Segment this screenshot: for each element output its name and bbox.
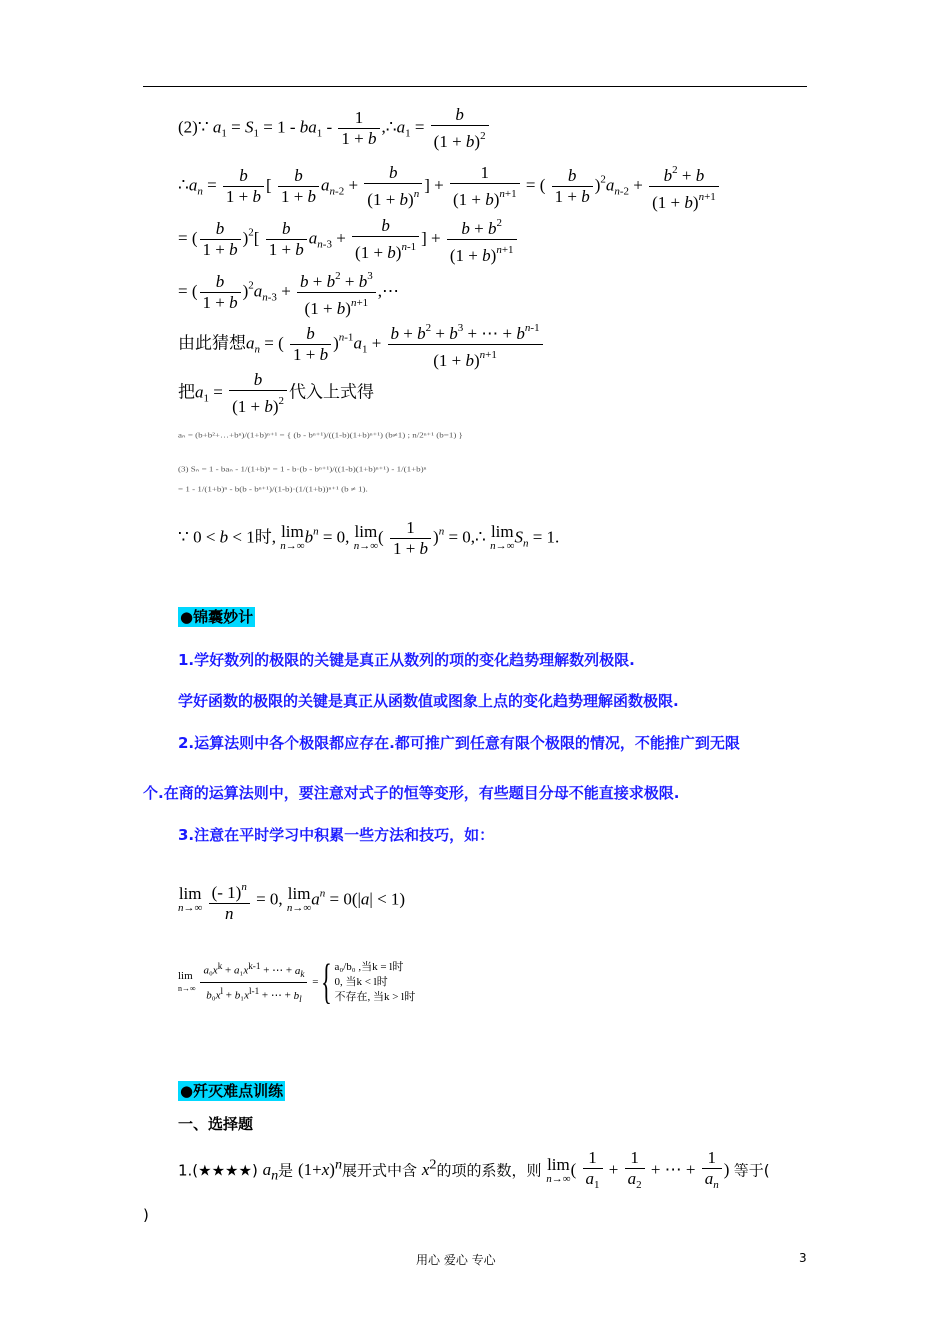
limit-when: 时, bbox=[254, 527, 276, 547]
page-number: 3 bbox=[799, 1251, 807, 1265]
equation-step2: = ( $\frac{b}{1 + b}$ )$^2$[ $\frac{b}{1 + b}$ $a_{n-3}$ + $\frac{b}{(1 + b)^{n-1}}$ ] + $\frac{b + b^2}{(1 + b)^{n+1}}$ bbox=[178, 213, 519, 266]
case-equal: a₀/b₀ ,当k = l时 bbox=[334, 960, 404, 973]
footer-slogan: 用心 爱心 专心 bbox=[416, 1253, 496, 1267]
formula-basic-limits: lim n→∞ $\frac{(- 1)^n}{n}$ = 0, lim n→∞ $a^n = 0(|a| < 1)$ bbox=[178, 877, 405, 924]
blurry-equation-sn-simplified: = 1 - 1/(1+b)ⁿ - b(b - bⁿ⁺¹)/(1-b)·(1/(1+b))ⁿ⁺¹ (b ≠ 1). bbox=[178, 485, 368, 494]
equation-limit: ∵ 0 < b < 1时, lim n→∞ $b^n = 0$, lim n→∞ ( $\frac{1}{1 + b}$ )$^n$ = 0,∴ lim n→∞ $S_n = 1$. bbox=[178, 518, 560, 558]
equation-substitute: 把$a_1$ = $\frac{b}{(1 + b)^2}$ 代入上式得 bbox=[178, 370, 375, 416]
case-less: 0, 当k < l时 bbox=[334, 975, 388, 988]
substitute-suffix: 代入上式得 bbox=[289, 382, 375, 402]
substitute-label: 把 bbox=[178, 382, 195, 402]
part-title-choice: 一、选择题 bbox=[178, 1115, 254, 1133]
equation-an-recursion: $\therefore a_n$ = $\frac{b}{1 + b}$ [ $\frac{b}{1 + b}$ $a_{n-2}$ + $\frac{b}{(1 + b)^n}$ ] + $\frac{1}{(1 + b)^{n+1}}$ = ( $\frac{b}{1 + b}$ )$^2a_{n-2}$ + $\frac{b^2 + b}{(1 + b)^{n+1}}$ bbox=[178, 160, 721, 213]
question-1: 1.(★★★★) $a_n$是 $(1+x)^n$展开式中含 $x^2$的项的系数，则 lim n→∞ ( $\frac{1}{a_1}$ + $\frac{1}{a_2}$ + ⋯ + $\frac{1}{a_n}$ ) 等于( bbox=[178, 1148, 770, 1191]
guess-label: 由此猜想 bbox=[178, 333, 246, 353]
q1-text-1: 是 bbox=[278, 1161, 294, 1180]
header-rule bbox=[143, 86, 807, 87]
tip-1b: 学好函数的极限的关键是真正从函数值或图象上点的变化趋势理解函数极限. bbox=[178, 692, 679, 710]
section-title-tips: ●锦囊妙计 bbox=[180, 608, 254, 626]
q1-close: ) bbox=[143, 1206, 149, 1224]
q1-text-3: 的项的系数，则 bbox=[436, 1161, 542, 1180]
blurry-equation-sn: (3) Sₙ = 1 - baₙ - 1/(1+b)ⁿ = 1 - b·(b - bⁿ⁺¹)/((1-b)(1+b)ⁿ⁺¹) - 1/(1+b)ⁿ bbox=[178, 465, 427, 474]
tip-3: 3.注意在平时学习中积累一些方法和技巧，如： bbox=[178, 826, 495, 844]
tip-2b: 个.在商的运算法则中，要注意对式子的恒等变形，有些题目分母不能直接求极限. bbox=[143, 784, 680, 802]
question-number: 1.(★★★★) bbox=[178, 1161, 258, 1180]
q1-text-2: 展开式中含 bbox=[342, 1161, 418, 1180]
tip-1a: 1.学好数列的极限的关键是真正从数列的项的变化趋势理解数列极限. bbox=[178, 651, 635, 669]
equation-a1: (2)∵ $a_1 = S_1 = 1 - ba_1$ - $\frac{1}{1 + b}$ $,\therefore a_1$ = $\frac{b}{(1 + b)^2}$ bbox=[178, 105, 491, 152]
q1-suffix: 等于( bbox=[733, 1161, 770, 1180]
blurry-equation-an-closed: aₙ = (b+b²+…+bⁿ)/(1+b)ⁿ⁺¹ = { (b - bⁿ⁺¹)/((1-b)(1+b)ⁿ⁺¹) (b≠1) ; n/2ⁿ⁺¹ (b=1) } bbox=[178, 431, 463, 440]
formula-polynomial-limit: lim n→∞ $\frac{a_0x^k + a_1x^{k-1} + \cdots + a_k}{b_0x^l + b_1x^{l-1} + \cdots + b_l}$ = { a₀/b₀ ,当k = l时 0, 当k < l时 不存在, 当k > l时 bbox=[178, 953, 416, 1009]
tip-2a: 2.运算法则中各个极限都应存在.都可推广到任意有限个极限的情况，不能推广到无限 bbox=[178, 734, 740, 752]
equation-guess: 由此猜想$a_n$ = ( $\frac{b}{1 + b}$ )$^{n-1}a_1$ + $\frac{b + b^2 + b^3 + \cdots + b^{n-1}}{(1 + b)^{n+1}}$ bbox=[178, 318, 545, 371]
section-title-training: ●歼灭难点训练 bbox=[180, 1082, 284, 1100]
case-greater: 不存在, 当k > l时 bbox=[334, 990, 416, 1003]
equation-step3: = ( $\frac{b}{1 + b}$ )$^2a_{n-3}$ + $\frac{b + b^2 + b^3}{(1 + b)^{n+1}}$ ,⋯ bbox=[178, 266, 399, 319]
